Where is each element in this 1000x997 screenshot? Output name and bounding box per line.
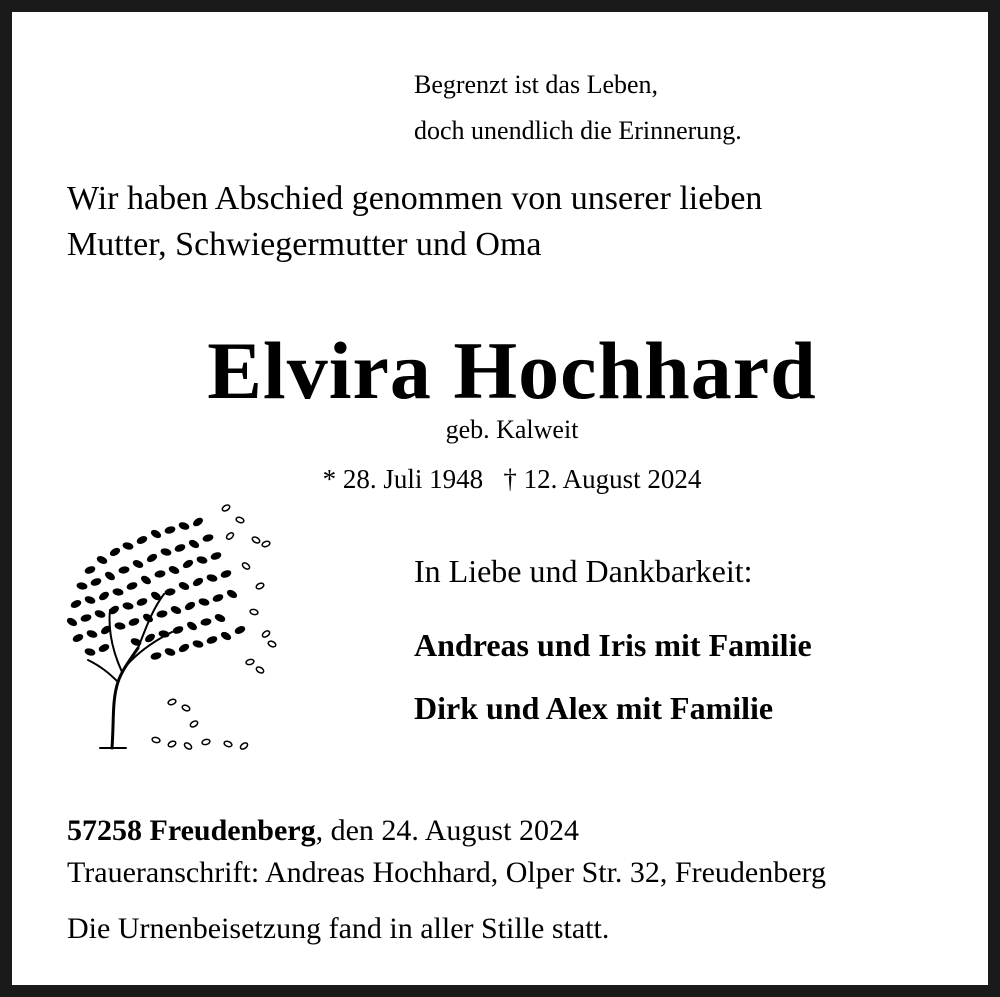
place: 57258 Freudenberg [67,814,316,847]
birth-name: geb. Kalweit [445,415,579,444]
date: , den 24. August 2024 [315,814,579,847]
family-line-2: Dirk und Alex mit Familie [414,690,774,726]
place-date-line [67,816,579,846]
deceased-name: Elvira Hochhard [207,325,817,416]
life-dates: * 28. Juli 1948 † 12. August 2024 [322,464,702,494]
thanks-heading: In Liebe und Dankbarkeit: [414,553,753,589]
motto-line-1: Begrenzt ist das Leben, [414,70,659,99]
windblown-tree-icon [60,500,282,758]
motto-line-2: doch unendlich die Erinnerung. [414,116,742,145]
intro-line-2: Mutter, Schwiegermutter und Oma [67,226,542,263]
mourning-address: Traueranschrift: Andreas Hochhard, Olper Str. 32, Freudenberg [67,856,826,889]
intro-line-1: Wir haben Abschied genommen von unserer lieben [67,180,763,217]
family-line-1: Andreas und Iris mit Familie [414,627,812,663]
burial-note: Die Urnenbeisetzung fand in aller Stille statt. [67,912,610,945]
